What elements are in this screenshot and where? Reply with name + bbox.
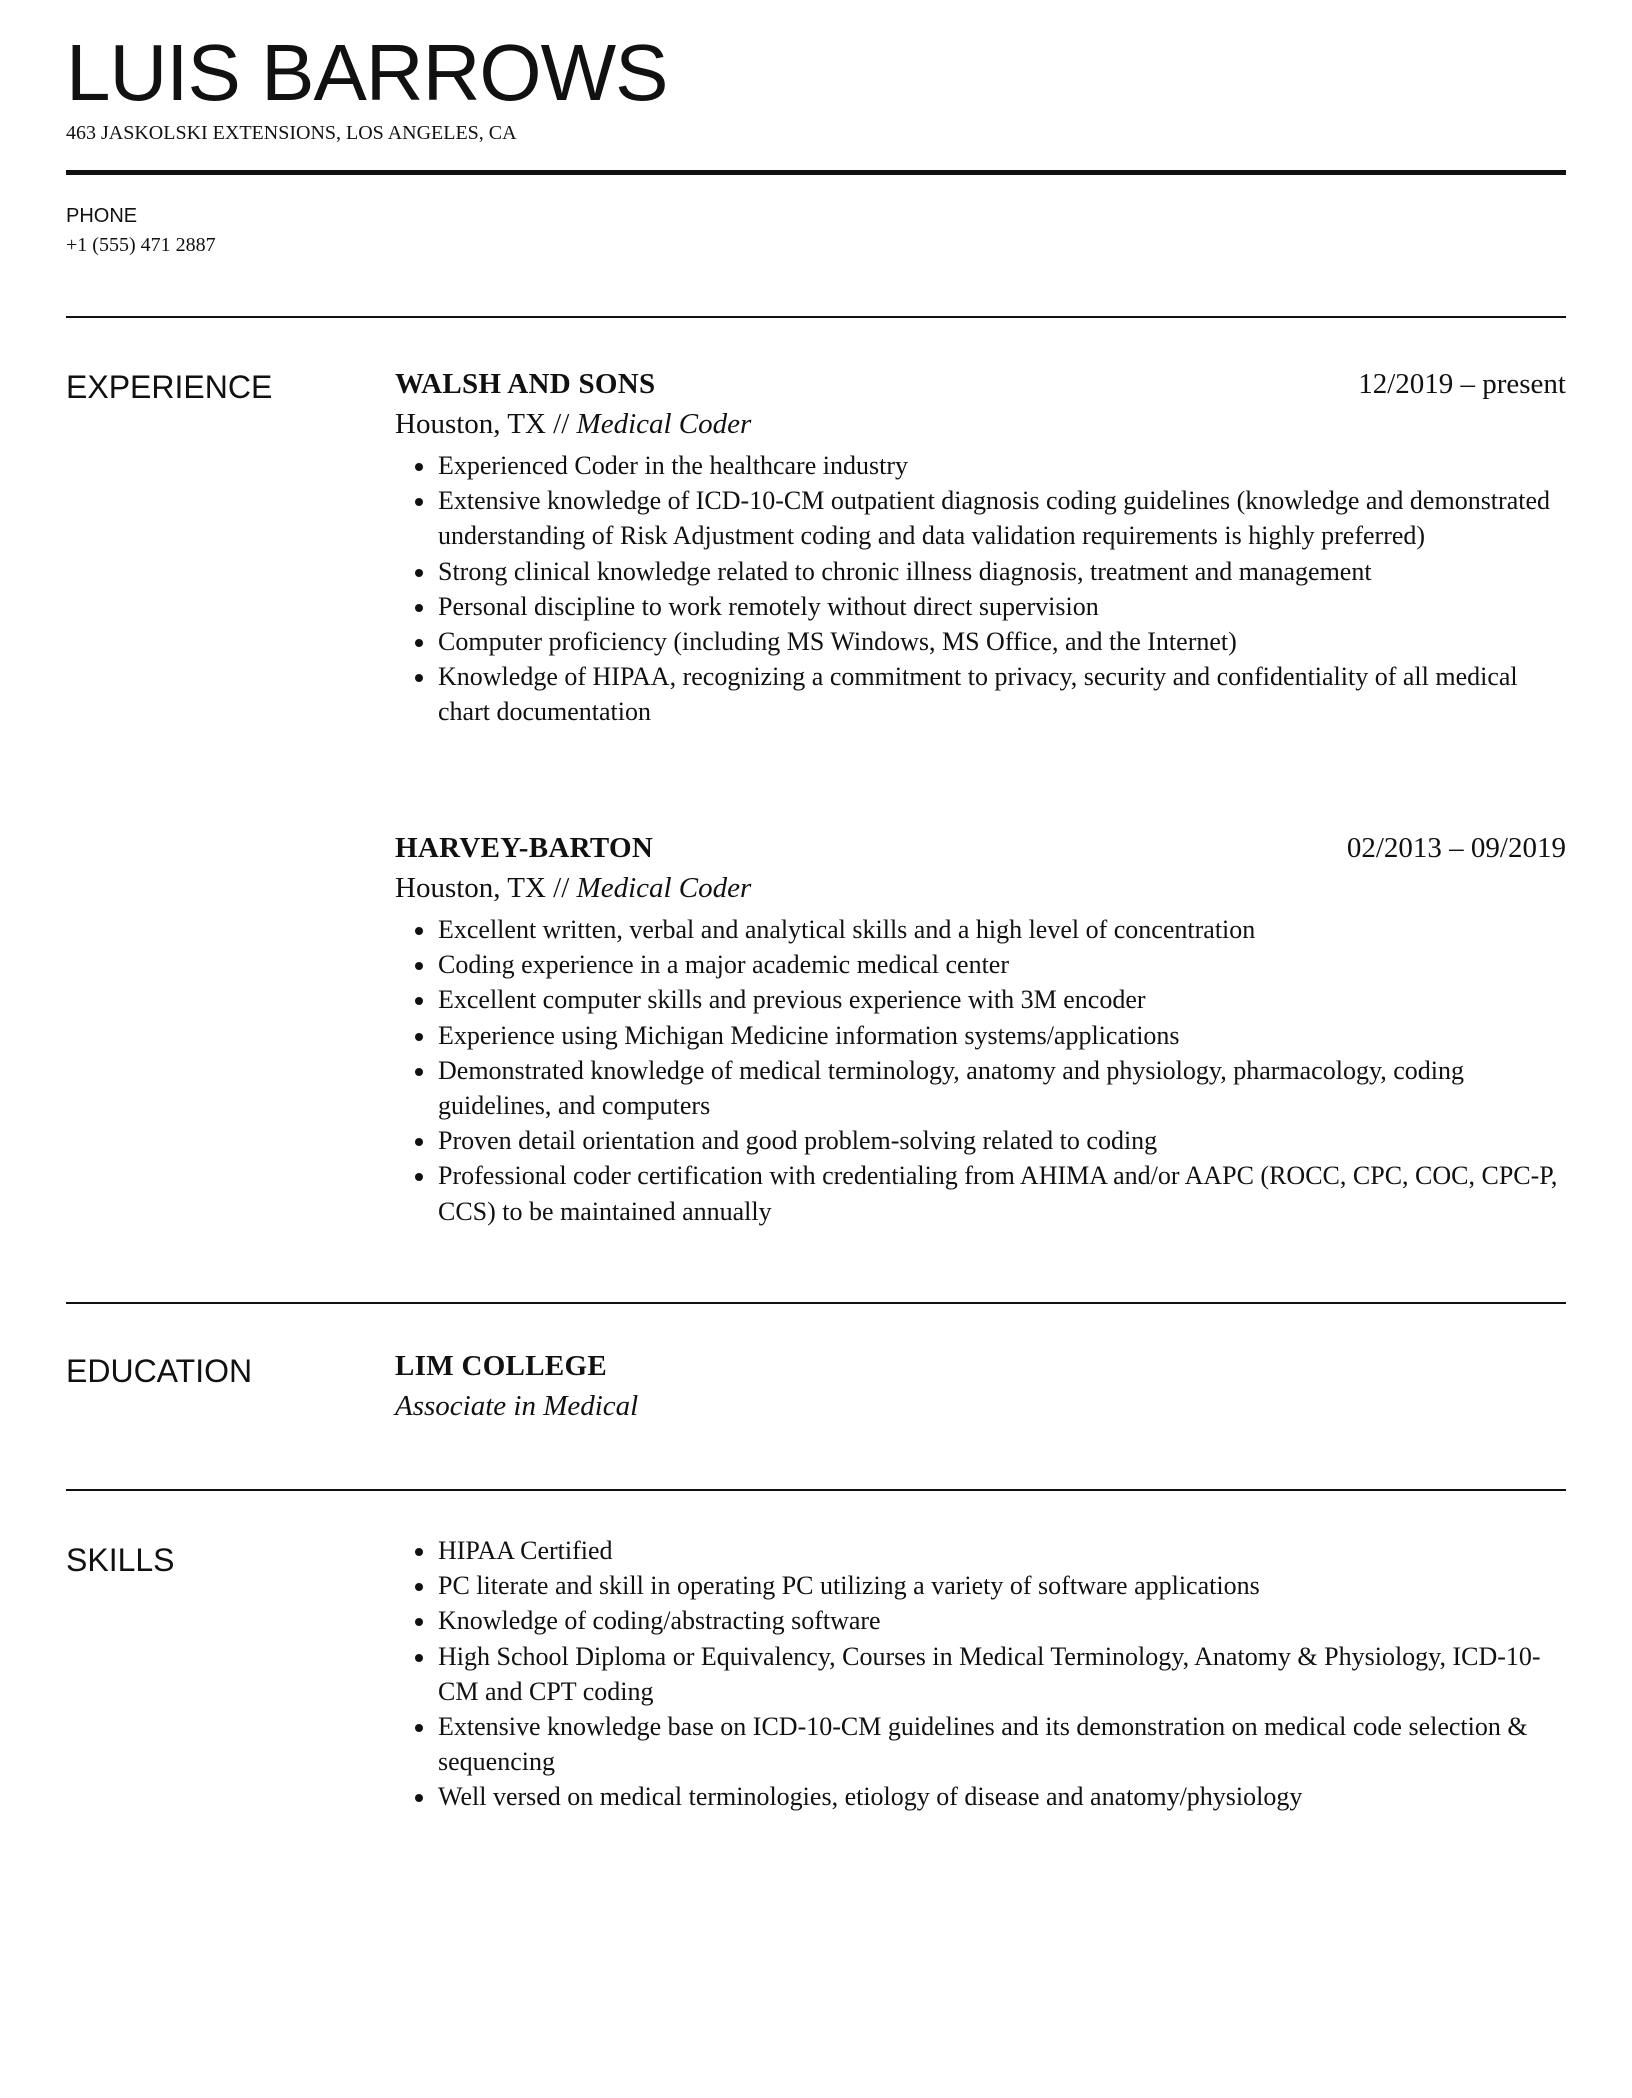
job-bullets <box>395 448 1566 730</box>
education-degree: Associate in Medical <box>395 1390 639 1422</box>
section-divider <box>66 1302 1566 1304</box>
bullet-item: Coding experience in a major academic medical center <box>395 947 1566 982</box>
bullet-item: Excellent computer skills and previous experience with 3M encoder <box>395 982 1566 1017</box>
skill-item: High School Diploma or Equivalency, Courses in Medical Terminology, Anatomy & Physiology, ICD-10-CM and CPT coding <box>395 1639 1566 1709</box>
skill-item: Knowledge of coding/abstracting software <box>395 1603 1566 1638</box>
bullet-item: Demonstrated knowledge of medical terminology, anatomy and physiology, pharmacology, coding guidelines, and computers <box>395 1053 1566 1123</box>
job-location: Houston, TX <box>395 872 546 904</box>
header-divider <box>66 170 1566 175</box>
job-role: Medical Coder <box>576 408 752 440</box>
job-entry <box>395 830 1566 1229</box>
bullet-item: Knowledge of HIPAA, recognizing a commitment to privacy, security and confidentiality of all medical chart documentation <box>395 659 1566 729</box>
bullet-item: Excellent written, verbal and analytical skills and a high level of concentration <box>395 912 1566 947</box>
phone-value: +1 (555) 471 2887 <box>66 234 216 256</box>
job-dates: 12/2019 – present <box>1358 368 1566 400</box>
job-separator: // <box>545 872 577 904</box>
skills-bullets <box>395 1533 1566 1815</box>
job-role: Medical Coder <box>576 872 752 904</box>
bullet-item: Computer proficiency (including MS Windows, MS Office, and the Internet) <box>395 624 1566 659</box>
job-separator: // <box>545 408 577 440</box>
education-heading: EDUCATION <box>66 1353 253 1389</box>
resume-page <box>66 0 1566 2098</box>
bullet-item: Experienced Coder in the healthcare industry <box>395 448 1566 483</box>
candidate-address: 463 JASKOLSKI EXTENSIONS, LOS ANGELES, CA <box>66 122 517 144</box>
skill-item: Well versed on medical terminologies, etiology of disease and anatomy/physiology <box>395 1779 1566 1814</box>
bullet-item: Strong clinical knowledge related to chronic illness diagnosis, treatment and management <box>395 554 1566 589</box>
candidate-name: LUIS BARROWS <box>66 28 668 117</box>
phone-label: PHONE <box>66 205 138 227</box>
bullet-item: Proven detail orientation and good problem-solving related to coding <box>395 1123 1566 1158</box>
skill-item: PC literate and skill in operating PC utilizing a variety of software applications <box>395 1568 1566 1603</box>
section-divider <box>66 1489 1566 1491</box>
skills-heading: SKILLS <box>66 1542 175 1578</box>
skill-item: HIPAA Certified <box>395 1533 1566 1568</box>
job-company: HARVEY-BARTON <box>395 832 654 864</box>
bullet-item: Professional coder certification with credentialing from AHIMA and/or AAPC (ROCC, CPC, COC, CPC-P, CCS) to be maintained annually <box>395 1158 1566 1228</box>
job-company: WALSH AND SONS <box>395 368 656 400</box>
job-bullets <box>395 912 1566 1229</box>
skill-item: Extensive knowledge base on ICD-10-CM guidelines and its demonstration on medical code selection & sequencing <box>395 1709 1566 1779</box>
job-location-role <box>395 406 1566 442</box>
bullet-item: Personal discipline to work remotely without direct supervision <box>395 589 1566 624</box>
education-entry <box>395 1348 1566 1424</box>
job-dates: 02/2013 – 09/2019 <box>1346 832 1566 864</box>
job-entry <box>395 366 1566 730</box>
bullet-item: Experience using Michigan Medicine information systems/applications <box>395 1018 1566 1053</box>
experience-heading: EXPERIENCE <box>66 369 273 405</box>
job-location: Houston, TX <box>395 408 546 440</box>
bullet-item: Extensive knowledge of ICD-10-CM outpatient diagnosis coding guidelines (knowledge and demonstrated understanding of Risk Adjustment coding and data validation requirements is highly preferred) <box>395 483 1566 553</box>
skills-list <box>395 1533 1566 1815</box>
section-divider <box>66 316 1566 318</box>
job-location-role <box>395 870 1566 906</box>
education-school: LIM COLLEGE <box>395 1350 607 1382</box>
